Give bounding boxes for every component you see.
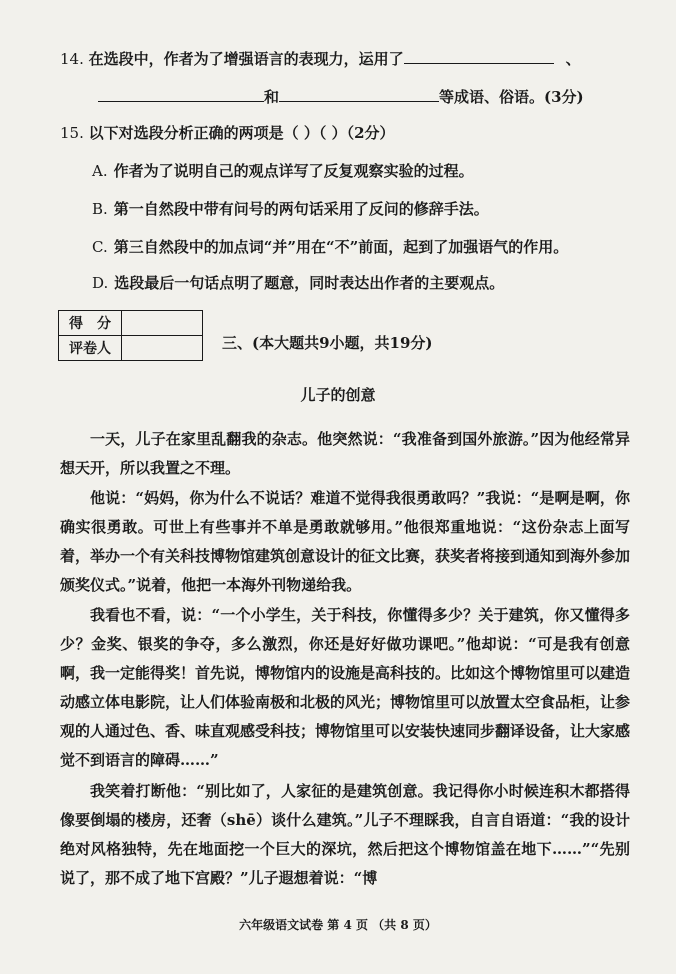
separator: 、 [565, 50, 581, 68]
score-label: 得 分 [59, 311, 122, 336]
reviewer-label: 评卷人 [59, 336, 122, 361]
page-footer: 六年级语文试卷 第 4 页 （共 8 页） [239, 918, 437, 932]
score-table [58, 310, 203, 361]
reviewer-cell[interactable] [122, 336, 203, 361]
story-paragraph: 一天，儿子在家里乱翻我的杂志。他突然说：“我准备到国外旅游。”因为他经常异想天开，所以我置之不理。 [60, 430, 630, 477]
option-b: B. 第一自然段中带有问号的两句话采用了反问的修辞手法。 [92, 200, 489, 218]
option-d: D. 选段最后一句话点明了题意，同时表达出作者的主要观点。 [92, 274, 505, 292]
question-14-line-2 [98, 86, 584, 107]
story-paragraph: 他说：“妈妈，你为什么不说话？难道不觉得我很勇敢吗？”我说：“是啊是啊，你确实很勇敢。可世上有些事并不单是勇敢就够用。”他很郑重地说：“这份杂志上面写着，举办一个有关科技博物馆建筑创意设计的征文比赛，获奖者将接到通知到海外参加颁奖仪式。”说着，他把一本海外刊物递给我。 [60, 489, 631, 594]
option-a: A. 作者为了说明自己的观点详写了反复观察实验的过程。 [92, 162, 474, 180]
story-paragraph: 我看也不看，说：“一个小学生，关于科技，你懂得多少？关于建筑，你又懂得多少？金奖、银奖的争夺，多么激烈，你还是好好做功课吧。”他却说：“可是我有创意啊，我一定能得奖！首先说，博物馆内的设施是高科技的。比如这个博物馆里可以建造动感立体电影院，让人们体验南极和北极的风光；博物馆里可以放置太空食品柜，让参观的人通过色、香、味直观感受科技；博物馆里可以安装快速同步翻译设备，让大家感觉不到语言的障碍……” [60, 606, 631, 769]
answer-blank[interactable] [98, 87, 264, 102]
story-paragraph: 我笑着打断他：“别比如了，人家征的是建筑创意。我记得你小时候连积木都搭得像要倒塌的楼房，还奢（shē）谈什么建筑。”儿子不理睬我，自言自语道：“我的设计绝对风格独特，先在地面挖一个巨大的深坑，然后把这个博物馆盖在地下……”“先别说了，那不成了地下宫殿？”儿子遐想着说：“博 [60, 782, 630, 887]
question-14-line-1 [60, 48, 581, 69]
section-title: 三、(本大题共9小题，共19分) [222, 334, 433, 352]
option-c: C. 第三自然段中的加点词“并”用在“不”前面，起到了加强语气的作用。 [92, 238, 569, 256]
question-number: 15. [60, 124, 84, 142]
answer-blank[interactable] [404, 49, 554, 64]
story-title: 儿子的创意 [300, 386, 376, 404]
question-text: 以下对选段分析正确的两项是（ ）（ ）（2分） [88, 124, 395, 142]
answer-blank[interactable] [279, 87, 439, 102]
score-cell[interactable] [122, 311, 203, 336]
question-15 [60, 122, 395, 143]
question-text: 在选段中，作者为了增强语言的表现力，运用了 [88, 50, 404, 68]
conjunction: 和 [264, 88, 280, 106]
question-number: 14. [60, 50, 84, 68]
question-text: 等成语、俗语。(3分) [439, 88, 584, 106]
